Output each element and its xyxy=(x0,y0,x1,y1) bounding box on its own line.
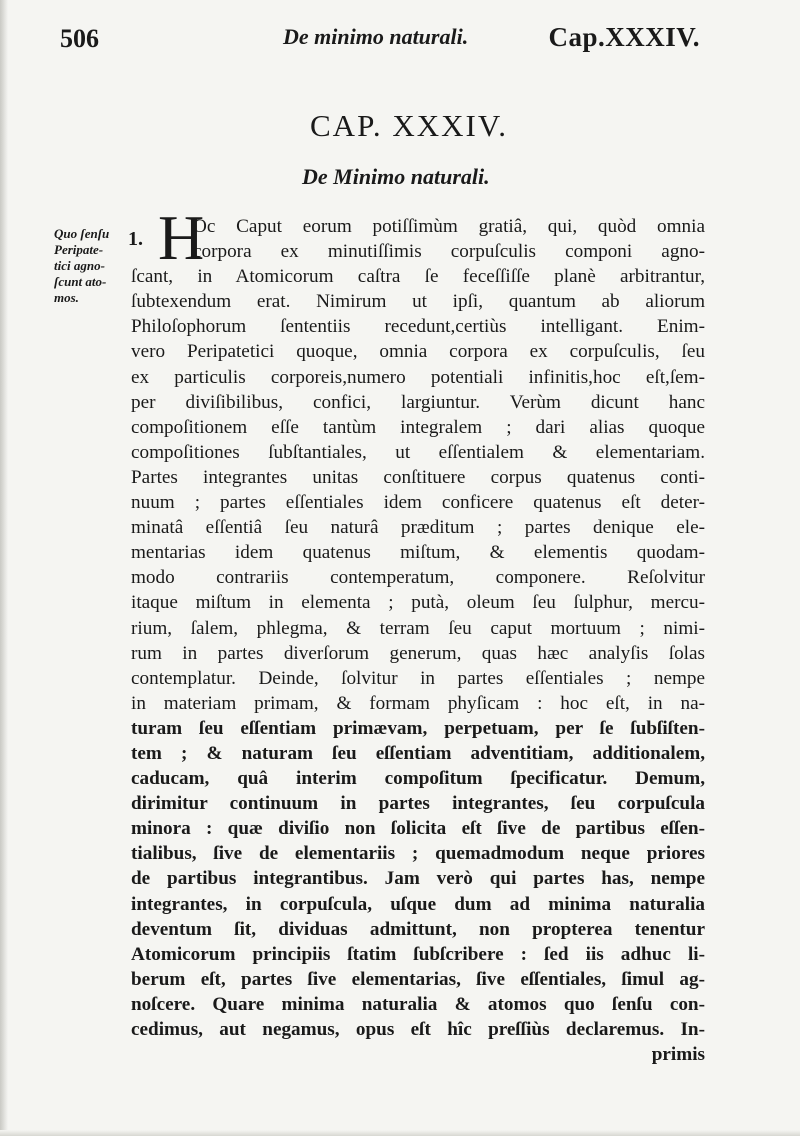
text-line: ſubtexendum erat. Nimirum ut ipſi, quantum ab aliorum xyxy=(131,291,705,313)
running-title: De minimo naturali. xyxy=(283,24,469,49)
text-line: vero Peripatetici quoque, omnia corpora ex corpuſculis, ſeu xyxy=(131,341,705,363)
margin-note-line: ſcunt ato- xyxy=(54,274,107,289)
text-line: ex particulis corporeis,numero potentiali infinitis,hoc eſt,ſem- xyxy=(131,366,705,388)
running-head xyxy=(60,22,700,58)
text-line: tialibus, ſive de elementariis ; quemadmodum neque priores xyxy=(131,843,705,865)
page-number: 506 xyxy=(60,24,99,53)
margin-note-line: mos. xyxy=(54,290,79,305)
drop-cap-initial: H xyxy=(158,202,205,273)
text-line: modo contrariis contemperatum, componere. Reſolvitur xyxy=(131,567,705,589)
text-line: Atomicorum principiis ſtatim ſubſcribere : ſed iis adhuc li- xyxy=(131,943,705,965)
text-line: nuum ; partes eſſentiales idem conficere quatenus eſt deter- xyxy=(131,492,705,514)
text-line: Oc Caput eorum potiſſimùm gratiâ, qui, quòd omnia xyxy=(193,216,705,237)
text-line: rium, ſalem, phlegma, & terram ſeu caput mortuum ; nimi- xyxy=(131,617,705,639)
page-gutter-shadow xyxy=(0,0,8,1136)
text-line: noſcere. Quare minima naturalia & atomos quo ſenſu con- xyxy=(131,993,705,1015)
text-line: deventum ſit, dividuas admittunt, non propterea tenentur xyxy=(131,918,705,940)
text-line: integrantes, in corpuſcula, uſque dum ad minima naturalia xyxy=(131,893,705,915)
text-line: in materiam primam, & formam phyſicam : hoc eſt, in na- xyxy=(131,692,705,714)
text-line: per diviſibilibus, confici, largiuntur. Verùm dicunt hanc xyxy=(131,391,705,413)
margin-note-line: Peripate- xyxy=(54,242,104,257)
paragraph-number: 1. xyxy=(128,228,143,250)
margin-note-line: Quo ſenſu xyxy=(54,226,110,241)
page-bottom-shadow xyxy=(0,1130,800,1136)
text-line: turam ſeu eſſentiam primævam, perpetuam, per ſe ſubſiſten- xyxy=(131,717,705,739)
text-line: compoſitionem eſſe tantùm integralem ; dari alias quoque xyxy=(131,416,705,438)
text-line: corpora ex minutiſſimis corpuſculis componi agno- xyxy=(193,241,705,263)
catchword: primis xyxy=(651,1044,705,1066)
margin-note-line: tici agno- xyxy=(54,258,105,273)
text-line: rum in partes diverſorum generum, quas hæc analyſis ſolas xyxy=(131,642,705,664)
text-line: cedimus, aut negamus, opus eſt hîc preſſiùs declaremus. In- xyxy=(131,1019,705,1040)
text-line: Philoſophorum ſententiis recedunt,certiùs intelligant. Enim- xyxy=(131,316,705,338)
text-line: tem ; & naturam ſeu eſſentiam adventitiam, additionalem, xyxy=(131,742,705,764)
text-line: caducam, quâ interim compoſitum ſpecificatur. Demum, xyxy=(131,768,705,790)
text-line: contemplatur. Deinde, ſolvitur in partes eſſentiales ; nempe xyxy=(131,667,705,689)
text-line: itaque miſtum in elementa ; putà, oleum ſeu ſulphur, mercu- xyxy=(131,592,705,614)
text-line: minora : quæ diviſio non ſolicita eſt ſive de partibus eſſen- xyxy=(131,818,705,840)
text-line: de partibus integrantibus. Jam verò qui partes has, nempe xyxy=(131,868,705,890)
chapter-heading: CAP. XXXIV. xyxy=(310,108,508,143)
running-chapter: Cap.XXXIV. xyxy=(548,22,700,52)
text-line: ſcant, in Atomicorum caſtra ſe feceſſiſſe planè arbitrantur, xyxy=(131,266,705,288)
margin-note xyxy=(54,226,122,306)
chapter-subtitle: De Minimo naturali. xyxy=(302,164,490,189)
text-line: minatâ eſſentiâ ſeu naturâ præditum ; partes denique ele- xyxy=(131,517,705,539)
text-line: Partes integrantes unitas conſtituere corpus quatenus conti- xyxy=(131,466,705,488)
text-line: berum eſt, partes ſive elementarias, ſive eſſentiales, ſimul ag- xyxy=(131,968,705,990)
body-text xyxy=(131,214,705,1067)
text-line: compoſitiones ſubſtantiales, ut eſſentialem & elementariam. xyxy=(131,441,705,463)
text-line: mentarias idem quatenus miſtum, & elementis quodam- xyxy=(131,542,705,564)
text-line: dirimitur continuum in partes integrantes, ſeu corpuſcula xyxy=(131,793,705,815)
